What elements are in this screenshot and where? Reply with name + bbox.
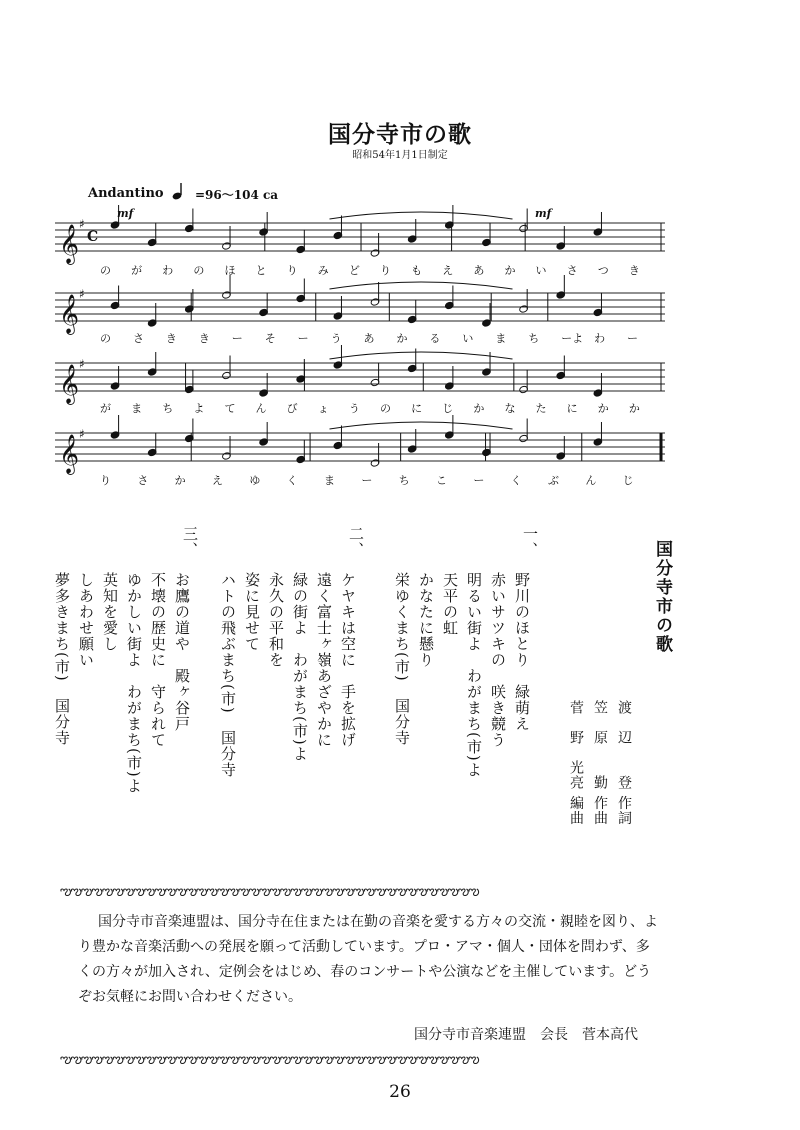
lyric-syllable: え <box>212 474 223 487</box>
lyric-syllable: え <box>442 264 454 277</box>
slur <box>330 282 513 289</box>
verse-line: 遠く富士ヶ嶺あざやかに <box>315 572 333 748</box>
treble-clef-icon: 𝄞 <box>59 224 80 264</box>
slur <box>330 212 513 219</box>
lyric-syllable: き <box>628 264 640 277</box>
page-title: 国分寺市の歌 <box>328 121 472 148</box>
lyric-syllable: み <box>317 264 329 277</box>
staff-lyrics-2 <box>60 330 660 346</box>
verse-line: 緑の街よ わがまち(市)よ <box>291 572 309 762</box>
verse-line: お鷹の道や 殿ヶ谷戸 <box>173 572 191 732</box>
lyric-syllable: て <box>224 402 236 415</box>
verse-number: 三、 <box>181 526 199 558</box>
lyric-syllable: さ <box>137 474 149 487</box>
verse-line: 姿に見せて <box>243 572 261 652</box>
treble-clef-icon: 𝄞 <box>59 294 80 334</box>
lyric-syllable: の <box>380 402 391 415</box>
lyric-syllable: じ <box>442 402 454 415</box>
lyric-syllable: ち <box>162 402 174 415</box>
lyric-syllable: か <box>396 332 408 345</box>
page-number: 26 <box>389 1082 411 1102</box>
enactment-date: 昭和54年1月1日制定 <box>352 150 448 161</box>
key-signature-sharp: ♯ <box>79 427 85 441</box>
verse-line: ケヤキは空に 手を拡げ <box>339 572 357 748</box>
staff-lyrics-4 <box>60 472 660 488</box>
lyric-syllable: こ <box>436 474 447 487</box>
lyric-syllable: り <box>286 264 298 277</box>
verse-line: 夢多きまち(市) 国分寺 <box>53 572 71 746</box>
lyric-syllable: さ <box>132 332 144 345</box>
tempo-marking: Andantino <box>88 186 164 201</box>
lyric-syllable: に <box>566 402 578 415</box>
credit-composer: 笠 原 勤 作曲 <box>592 700 608 826</box>
signature: 国分寺市音楽連盟 会長 菅本高代 <box>414 1027 638 1043</box>
key-signature-sharp: ♯ <box>79 217 85 231</box>
lyric-syllable: じ <box>622 474 634 487</box>
lyric-syllable: い <box>462 332 474 345</box>
verse-number: 二、 <box>347 526 365 558</box>
lyric-syllable: ま <box>495 332 507 345</box>
verse-line: かなたに懸り <box>417 572 435 668</box>
staff-lyrics-3 <box>60 400 660 416</box>
lyric-syllable: の <box>100 332 111 345</box>
lyric-syllable: が <box>100 402 111 415</box>
lyric-syllable: ん <box>585 474 597 487</box>
lyric-syllable: ど <box>348 264 360 277</box>
lyric-syllable: ー <box>627 332 639 345</box>
divider-ornament-icon: ఌఌఌఌఌఌఌఌఌఌఌఌఌఌఌఌఌఌఌఌఌఌఌఌఌఌఌఌఌఌఌఌఌఌఌఌఌఌఌఌ <box>60 1052 479 1067</box>
lyric-syllable: ー <box>361 474 373 487</box>
credit-arranger: 菅 野 光亮 編曲 <box>568 700 584 826</box>
lyric-syllable: さ <box>566 264 578 277</box>
divider-ornament-icon: ఌఌఌఌఌఌఌఌఌఌఌఌఌఌఌఌఌఌఌఌఌఌఌఌఌఌఌఌఌఌఌఌఌఌఌఌఌఌఌఌ <box>60 884 479 899</box>
lyric-syllable: つ <box>597 264 609 277</box>
lyric-syllable: る <box>429 332 441 345</box>
verse-line: 英知を愛し <box>101 572 119 652</box>
lyric-syllable: ゆ <box>249 474 261 487</box>
verse-line: しあわせ願い <box>77 572 95 668</box>
verse-line: ゆかしい街よ わがまち(市)よ <box>125 572 143 794</box>
lyric-syllable: ま <box>131 402 143 415</box>
lyric-syllable: ょ <box>317 402 329 415</box>
verse-line: 栄ゆくまち(市) 国分寺 <box>393 572 411 746</box>
lyric-syllable: く <box>510 474 522 487</box>
lyric-syllable: た <box>535 402 547 415</box>
lyric-syllable: き <box>198 332 210 345</box>
lyric-syllable: く <box>286 474 298 487</box>
lyric-syllable: り <box>100 474 111 487</box>
lyric-syllable: ち <box>528 332 540 345</box>
lyric-syllable: ー <box>231 332 243 345</box>
association-notice: 国分寺市音楽連盟は、国分寺在住または在勤の音楽を愛する方々の交流・親睦を図り、より豊かな音楽活動への発展を願って活動しています。プロ・アマ・個人・団体を問わず、多くの方々が加入され、定例会をはじめ、春のコンサートや公演などを主催しています。どうぞお気軽にお問い合わせください。 <box>78 914 658 1005</box>
dynamic-marking: mf <box>535 207 552 220</box>
verse-line: 野川のほとり 緑萌え <box>513 572 531 732</box>
lyric-syllable: び <box>286 402 298 415</box>
dynamic-marking: mf <box>117 207 134 220</box>
lyric-syllable: か <box>473 402 485 415</box>
lyric-syllable: あ <box>363 332 375 345</box>
verse-line: 赤いサツキの 咲き競う <box>489 572 507 748</box>
credit-lyricist: 渡 辺 登 作詞 <box>616 700 632 826</box>
lyric-syllable: ー <box>297 332 309 345</box>
lyric-syllable: の <box>100 264 111 277</box>
lyric-syllable: う <box>348 402 360 415</box>
lyric-syllable: ん <box>255 402 267 415</box>
quarter-note-icon <box>171 181 193 201</box>
key-signature-sharp: ♯ <box>79 287 85 301</box>
lyric-syllable: か <box>504 264 516 277</box>
treble-clef-icon: 𝄞 <box>59 364 80 404</box>
lyric-syllable: い <box>535 264 547 277</box>
lyric-syllable: ぶ <box>548 474 559 487</box>
lyric-syllable: と <box>255 264 267 277</box>
lyric-syllable: ほ <box>224 264 236 277</box>
lyric-syllable: わ <box>594 332 606 345</box>
lyric-syllable: の <box>193 264 205 277</box>
verse-line: 永久の平和を <box>267 572 285 668</box>
slur <box>330 422 513 429</box>
lyric-syllable: あ <box>473 264 485 277</box>
lyric-syllable: ま <box>324 474 335 487</box>
lyric-syllable: か <box>174 474 186 487</box>
lyric-syllable: う <box>330 332 342 345</box>
lyric-syllable: ち <box>398 474 410 487</box>
verse-line: ハトの飛ぶまち(市) 国分寺 <box>219 572 237 778</box>
lyric-syllable: が <box>131 264 143 277</box>
lyric-syllable: よ <box>193 402 205 415</box>
verse-number: 一、 <box>521 526 539 558</box>
lyric-syllable: に <box>411 402 423 415</box>
common-time-icon: C <box>87 229 99 245</box>
lyric-syllable: き <box>165 332 177 345</box>
treble-clef-icon: 𝄞 <box>59 434 80 474</box>
lyric-syllable: ーよ <box>561 332 584 345</box>
lyric-syllable: り <box>380 264 391 277</box>
key-signature-sharp: ♯ <box>79 357 85 371</box>
lyric-syllable: わ <box>162 264 174 277</box>
verse-line: 天平の虹 <box>441 572 459 636</box>
verse-line: 不壊の歴史に 守られて <box>149 572 167 748</box>
song-title-vertical: 国分寺市の歌 <box>652 540 672 654</box>
lyric-syllable: か <box>628 402 640 415</box>
verse-line: 明るい街よ わがまち(市)よ <box>465 572 483 778</box>
lyric-syllable: な <box>504 402 516 415</box>
lyric-syllable: そ <box>264 332 276 345</box>
lyric-syllable: も <box>411 264 423 277</box>
lyric-syllable: ー <box>473 474 485 487</box>
slur <box>330 352 513 359</box>
tempo-value: =96～104 ca <box>195 188 279 202</box>
lyric-syllable: か <box>597 402 609 415</box>
